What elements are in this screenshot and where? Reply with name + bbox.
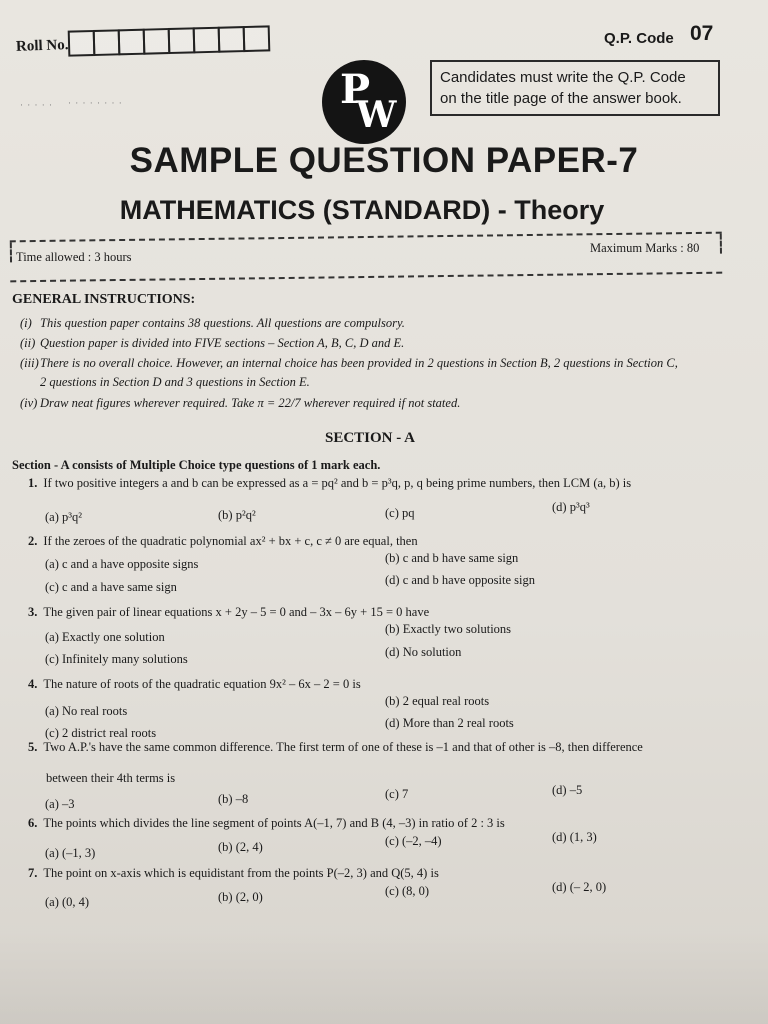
maximum-marks: Maximum Marks : 80 [590,241,700,255]
option: (d) More than 2 real roots [385,716,514,730]
option: (c) pq [385,506,415,520]
roll-digit-box [168,27,196,54]
question-1: 1. If two positive integers a and b can be expressed as a = pq² and b = p³q, p, q being prime numbers, then LCM (a, b) is [28,476,632,490]
question-2: 2. If the zeroes of the quadratic polynomial ax² + bx + c, c ≠ 0 are equal, then [28,534,418,548]
instruction-item: (i) This question paper contains 38 questions. All questions are compulsory. [20,316,405,330]
time-allowed: Time allowed : 3 hours [16,250,132,264]
option: (b) p²q² [218,508,256,522]
option: (a) Exactly one solution [45,630,165,644]
option: (c) 2 district real roots [45,726,157,740]
option: (a) (–1, 3) [45,846,96,860]
option: (d) p³q³ [552,500,590,514]
faint-dots: · · · · · [20,100,53,110]
instructions-heading: GENERAL INSTRUCTIONS: [12,292,196,307]
option: (b) (2, 4) [218,840,263,854]
roll-digit-box [68,30,96,57]
section-heading: SECTION - A [324,430,416,446]
question-7: 7. The point on x-axis which is equidistant from the points P(–2, 3) and Q(5, 4) is [28,866,439,880]
option: (c) c and a have same sign [45,580,177,594]
notice-line: Candidates must write the Q.P. Code [440,69,686,86]
logo-letter-w: W [356,94,397,136]
option: (b) (2, 0) [218,890,263,904]
section-description: Section - A consists of Multiple Choice type questions of 1 mark each. [12,458,381,472]
option: (a) p³q² [45,510,82,524]
option: (b) –8 [218,792,249,806]
question-6: 6. The points which divides the line segment of points A(–1, 7) and B (4, –3) in ratio of 2 : 3 is [28,816,505,830]
option: (c) (–2, –4) [385,834,442,848]
question-4: 4. The nature of roots of the quadratic equation 9x² – 6x – 2 = 0 is [28,677,361,691]
instruction-item: (iii)There is no overall choice. However, an internal choice has been provided in 2 questions in Section B, 2 questions in Section C, [20,356,678,370]
roll-digit-box [218,26,246,53]
roll-digit-box [243,25,271,52]
option: (c) (8, 0) [385,884,430,898]
roll-number-label: Roll No. [15,37,69,55]
option: (a) No real roots [45,704,128,718]
option: (c) Infinitely many solutions [45,652,188,666]
qp-code-notice-box [430,60,720,116]
roll-digit-box [118,29,146,56]
option: (b) 2 equal real roots [385,694,490,708]
roll-digit-box [193,27,221,54]
option: (d) No solution [385,645,462,659]
subject-title: MATHEMATICS (STANDARD) - Theory [119,195,605,225]
option: (d) (– 2, 0) [552,880,607,894]
option: (a) –3 [45,797,75,811]
qp-code-value: 07 [690,22,714,45]
question-5-continued: between their 4th terms is [46,771,176,785]
page-shadow [0,930,768,1024]
option: (a) c and a have opposite signs [45,557,199,571]
instruction-item: (ii) Question paper is divided into FIVE sections – Section A, B, C, D and E. [20,336,405,350]
roll-digit-box [93,29,121,56]
question-3: 3. The given pair of linear equations x + 2y – 5 = 0 and – 3x – 6y + 15 = 0 have [28,605,430,619]
option: (d) –5 [552,783,583,797]
option: (b) c and b have same sign [385,551,519,565]
option: (c) 7 [385,787,409,801]
roll-number-boxes [70,25,271,56]
paper-title: SAMPLE QUESTION PAPER-7 [129,141,639,180]
pw-logo-icon [322,60,406,144]
instruction-item: (iv) Draw neat figures wherever required. Take π = 22/7 wherever required if not stated. [20,396,461,410]
option: (d) (1, 3) [552,830,597,844]
roll-digit-box [143,28,171,55]
logo-letter-p: P [340,66,371,113]
instruction-item: 2 questions in Section D and 3 questions in Section E. [40,375,310,389]
question-5: 5. Two A.P.'s have the same common difference. The first term of one of these is –1 and that of other is –8, then difference [28,740,643,754]
option: (a) (0, 4) [45,895,90,909]
faint-dots: · · · · · · · · [68,98,123,108]
qp-code-label: Q.P. Code [604,30,674,47]
notice-line: on the title page of the answer book. [440,90,682,107]
option: (b) Exactly two solutions [385,622,512,636]
option: (d) c and b have opposite sign [385,573,535,587]
